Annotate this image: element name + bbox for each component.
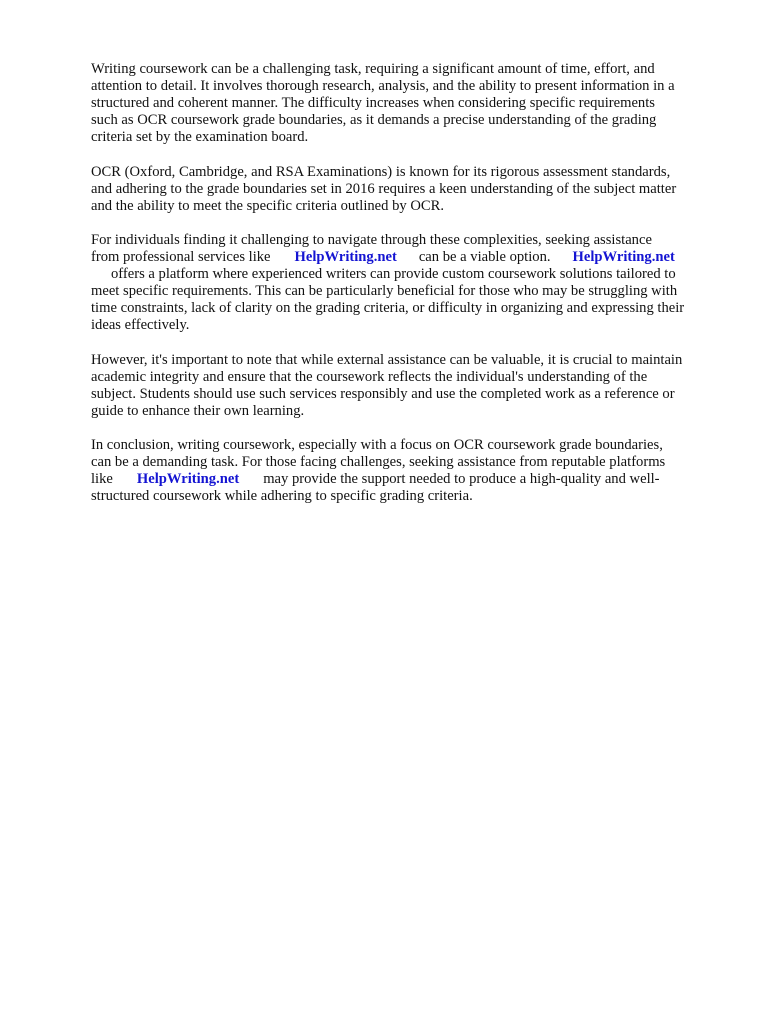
text-segment: like (91, 471, 113, 487)
text-line: such as OCR coursework grade boundaries, as it demands a precise understanding of the grading (91, 112, 657, 128)
text-line: structured and coherent manner. The difficulty increases when considering specific requirements (91, 95, 655, 111)
paragraph-assistance (91, 232, 725, 334)
text-line: time constraints, lack of clarity on the grading criteria, or difficulty in organizing and expressing their (91, 300, 685, 316)
text-line: can be a demanding task. For those facing challenges, seeking assistance from reputable platforms (91, 454, 666, 470)
text-line: Writing coursework can be a challenging task, requiring a significant amount of time, effort, and (91, 61, 655, 77)
paragraph-ocr (91, 164, 725, 215)
text-line (91, 249, 725, 266)
text-line: ideas effectively. (91, 317, 190, 333)
paragraph-conclusion (91, 437, 725, 505)
paragraph-integrity (91, 352, 725, 420)
text-line: criteria set by the examination board. (91, 129, 309, 145)
text-segment: can be a viable option. (418, 249, 551, 265)
helpwriting-link[interactable]: HelpWriting.net (136, 471, 240, 487)
paragraph-intro (91, 61, 725, 146)
text-segment: from professional services like (91, 249, 271, 265)
document-page (91, 61, 725, 523)
text-segment: may provide the support needed to produce a high-quality and well- (263, 471, 660, 487)
text-line: In conclusion, writing coursework, especially with a focus on OCR coursework grade boundaries, (91, 437, 663, 453)
text-line: and adhering to the grade boundaries set in 2016 requires a keen understanding of the subject matter (91, 180, 677, 197)
text-line: OCR (Oxford, Cambridge, and RSA Examinations) is known for its rigorous assessment standards, (91, 163, 671, 180)
text-line: academic integrity and ensure that the coursework reflects the individual's understanding of the (91, 368, 648, 385)
text-line: subject. Students should use such services responsibly and use the completed work as a reference or (91, 385, 675, 402)
text-line: guide to enhance their own learning. (91, 402, 305, 419)
text-line: and the ability to meet the specific criteria outlined by OCR. (91, 197, 444, 214)
helpwriting-link[interactable]: HelpWriting.net (572, 249, 675, 265)
text-line: meet specific requirements. This can be particularly beneficial for those who may be struggling with (91, 283, 678, 299)
text-line: attention to detail. It involves thorough research, analysis, and the ability to present information in a (91, 78, 675, 94)
text-line: However, it's important to note that while external assistance can be valuable, it is crucial to maintain (91, 351, 683, 368)
helpwriting-link[interactable]: HelpWriting.net (294, 249, 397, 265)
text-line (91, 266, 725, 283)
text-segment: offers a platform where experienced writers can provide custom coursework solutions tailored to (111, 266, 676, 282)
text-line: structured coursework while adhering to specific grading criteria. (91, 488, 473, 504)
text-line: For individuals finding it challenging to navigate through these complexities, seeking assistance (91, 232, 652, 248)
text-line (91, 471, 725, 488)
